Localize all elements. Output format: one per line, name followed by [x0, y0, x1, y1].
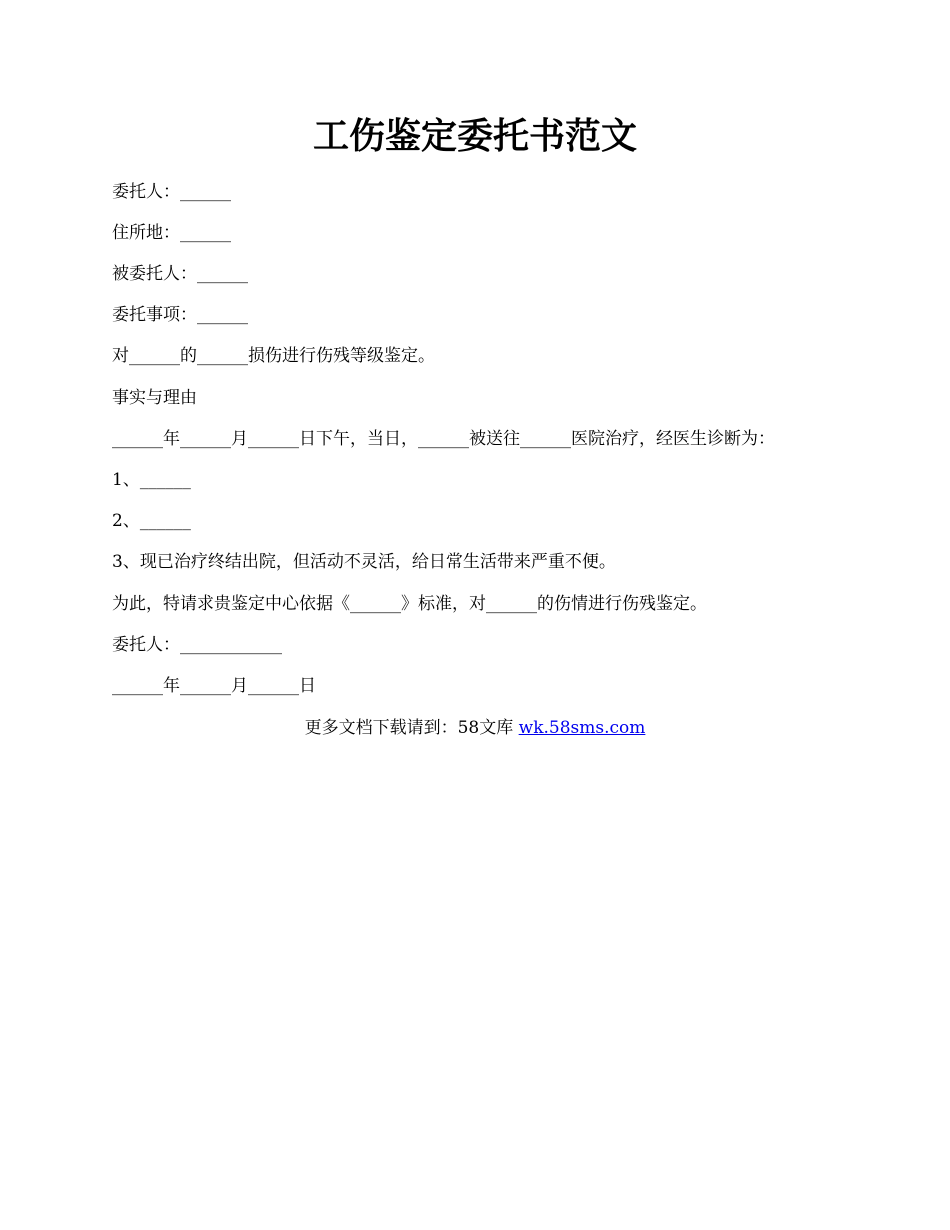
line-matter-detail: 对______的______损伤进行伤残等级鉴定。 [112, 346, 435, 366]
line-facts-heading: 事实与理由 [112, 388, 197, 408]
line-signature: 委托人：____________ [112, 635, 282, 655]
line-agent: 被委托人：______ [112, 264, 248, 284]
line-principal: 委托人：______ [112, 182, 231, 202]
line-matter: 委托事项：______ [112, 305, 248, 325]
line-address: 住所地：______ [112, 223, 231, 243]
document-title: 工伤鉴定委托书范文 [312, 115, 637, 157]
line-item-3: 3、现已治疗终结出院，但活动不灵活，给日常生活带来严重不便。 [112, 552, 616, 572]
footer-text: 更多文档下载请到：58文库 [304, 718, 519, 738]
footer-link[interactable]: wk.58sms.com [518, 718, 646, 738]
line-item-1: 1、______ [112, 470, 191, 490]
line-facts-intro: ______年______月______日下午，当日，______被送往______医院治疗，经医生诊断为： [112, 429, 775, 449]
line-item-2: 2、______ [112, 511, 191, 531]
line-date: ______年______月______日 [112, 676, 316, 696]
footer [0, 716, 950, 740]
line-request: 为此，特请求贵鉴定中心依据《______》标准，对______的伤情进行伤残鉴定。 [112, 594, 707, 614]
